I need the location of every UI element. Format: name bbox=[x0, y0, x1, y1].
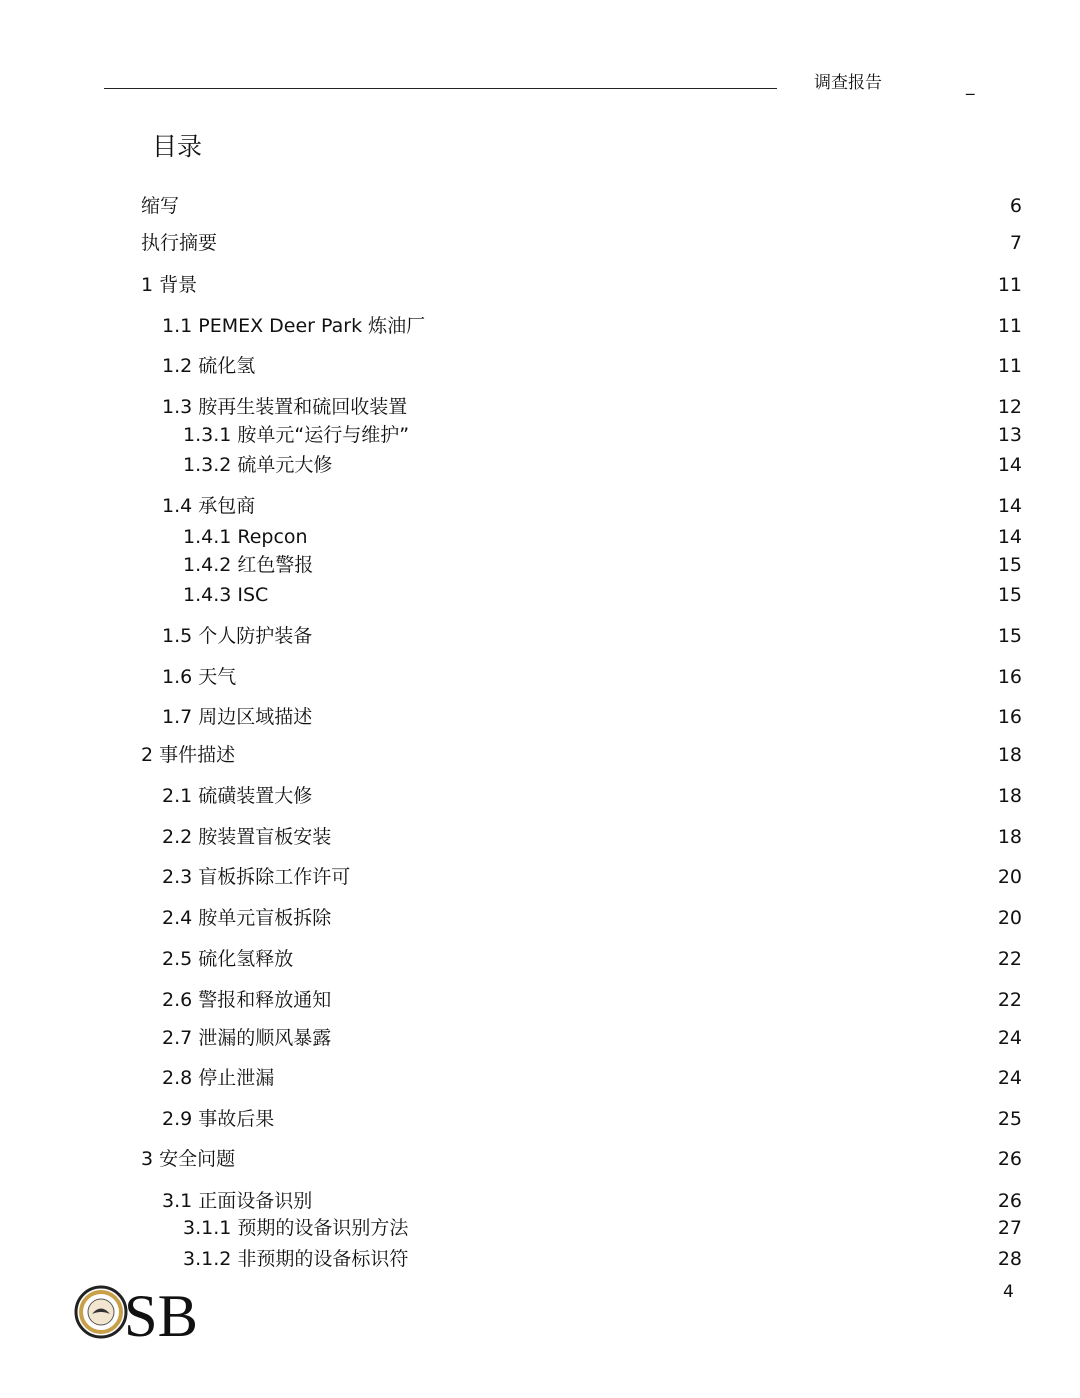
toc-entry-title: 执行摘要 bbox=[141, 232, 218, 254]
toc-entry-title: 缩写 bbox=[141, 195, 180, 217]
toc-entry-title: 1.3.1 胺单元“运行与维护” bbox=[183, 424, 410, 446]
toc-entry[interactable] bbox=[0, 823, 1080, 851]
toc-entry[interactable] bbox=[0, 271, 1080, 299]
toc-entry-page: 6 bbox=[1009, 195, 1022, 217]
toc-entry-title: 1.1 PEMEX Deer Park 炼油厂 bbox=[162, 315, 426, 337]
toc-entry-title: 3 安全问题 bbox=[141, 1148, 236, 1170]
toc-entry-page: 28 bbox=[997, 1248, 1022, 1270]
toc-entry-title: 3.1.2 非预期的设备标识符 bbox=[183, 1248, 409, 1270]
toc-entry[interactable] bbox=[0, 523, 1080, 551]
toc-entry[interactable] bbox=[0, 1245, 1080, 1273]
toc-entry-page: 16 bbox=[997, 666, 1022, 688]
toc-entry[interactable] bbox=[0, 229, 1080, 257]
toc-entry-page: 27 bbox=[997, 1217, 1022, 1239]
toc-entry[interactable] bbox=[0, 393, 1080, 421]
toc-entry-page: 7 bbox=[1009, 232, 1022, 254]
toc-entry-title: 2.3 盲板拆除工作许可 bbox=[162, 866, 351, 888]
toc-entry[interactable] bbox=[0, 352, 1080, 380]
toc-entry-page: 11 bbox=[997, 315, 1022, 337]
toc-entry-title: 2.7 泄漏的顺风暴露 bbox=[162, 1027, 332, 1049]
toc-entry-page: 24 bbox=[997, 1067, 1022, 1089]
toc-entry[interactable] bbox=[0, 741, 1080, 769]
toc-entry[interactable] bbox=[0, 663, 1080, 691]
toc-entry-page: 22 bbox=[997, 989, 1022, 1011]
toc-entry-page: 26 bbox=[997, 1190, 1022, 1212]
toc-entry-page: 24 bbox=[997, 1027, 1022, 1049]
toc-entry-title: 2.4 胺单元盲板拆除 bbox=[162, 907, 332, 929]
toc-entry-title: 3.1.1 预期的设备识别方法 bbox=[183, 1217, 409, 1239]
toc-entry[interactable] bbox=[0, 192, 1080, 220]
toc-entry-page: 14 bbox=[997, 526, 1022, 548]
toc-entry[interactable] bbox=[0, 1105, 1080, 1133]
header-label: 调查报告 bbox=[814, 73, 882, 93]
toc-entry-title: 1.4.2 红色警报 bbox=[183, 554, 314, 576]
toc-entry-page: 11 bbox=[997, 274, 1022, 296]
toc-entry[interactable] bbox=[0, 451, 1080, 479]
toc-entry-title: 2.2 胺装置盲板安装 bbox=[162, 826, 332, 848]
toc-entry-title: 1 背景 bbox=[141, 274, 198, 296]
toc-entry-title: 3.1 正面设备识别 bbox=[162, 1190, 313, 1212]
toc-entry-title: 2.1 硫磺装置大修 bbox=[162, 785, 313, 807]
toc-entry-page: 20 bbox=[997, 907, 1022, 929]
toc-entry-page: 14 bbox=[997, 495, 1022, 517]
toc-entry-title: 2.9 事故后果 bbox=[162, 1108, 275, 1130]
csb-logo bbox=[74, 1283, 199, 1341]
toc-entry-title: 1.3 胺再生装置和硫回收装置 bbox=[162, 396, 408, 418]
toc-entry-page: 15 bbox=[997, 554, 1022, 576]
toc-entry[interactable] bbox=[0, 1187, 1080, 1215]
toc-entry[interactable] bbox=[0, 581, 1080, 609]
toc-entry-title: 2.5 硫化氢释放 bbox=[162, 948, 294, 970]
page-number: 4 bbox=[1003, 1282, 1014, 1302]
toc-entry[interactable] bbox=[0, 421, 1080, 449]
toc-entry-title: 1.2 硫化氢 bbox=[162, 355, 256, 377]
toc-entry[interactable] bbox=[0, 782, 1080, 810]
header-dash: _ bbox=[966, 76, 975, 96]
toc-entry-title: 1.4.3 ISC bbox=[183, 584, 269, 606]
toc-entry-title: 1.4.1 Repcon bbox=[183, 526, 308, 548]
toc-entry-title: 1.7 周边区域描述 bbox=[162, 706, 313, 728]
toc-entry-page: 26 bbox=[997, 1148, 1022, 1170]
toc-entry[interactable] bbox=[0, 703, 1080, 731]
toc-entry-page: 12 bbox=[997, 396, 1022, 418]
toc-entry-page: 22 bbox=[997, 948, 1022, 970]
toc-entry[interactable] bbox=[0, 312, 1080, 340]
toc-entry[interactable] bbox=[0, 1214, 1080, 1242]
toc-entry-title: 2 事件描述 bbox=[141, 744, 236, 766]
toc-entry-title: 1.5 个人防护装备 bbox=[162, 625, 313, 647]
toc-entry-title: 1.6 天气 bbox=[162, 666, 237, 688]
toc-entry-page: 15 bbox=[997, 584, 1022, 606]
toc-entry-page: 13 bbox=[997, 424, 1022, 446]
toc-entry[interactable] bbox=[0, 945, 1080, 973]
toc-entry-page: 11 bbox=[997, 355, 1022, 377]
toc-entry[interactable] bbox=[0, 904, 1080, 932]
toc-entry[interactable] bbox=[0, 986, 1080, 1014]
toc-heading: 目录 bbox=[152, 132, 203, 161]
toc-entry-page: 14 bbox=[997, 454, 1022, 476]
toc-entry[interactable] bbox=[0, 622, 1080, 650]
toc-entry-title: 2.6 警报和释放通知 bbox=[162, 989, 332, 1011]
toc-entry-page: 15 bbox=[997, 625, 1022, 647]
toc-entry-page: 16 bbox=[997, 706, 1022, 728]
logo-sb-letters: SB bbox=[124, 1283, 198, 1341]
toc-entry-page: 18 bbox=[997, 744, 1022, 766]
toc-entry[interactable] bbox=[0, 1145, 1080, 1173]
toc-entry-page: 18 bbox=[997, 826, 1022, 848]
toc-entry[interactable] bbox=[0, 1064, 1080, 1092]
toc-entry[interactable] bbox=[0, 492, 1080, 520]
toc-entry-page: 18 bbox=[997, 785, 1022, 807]
toc-entry[interactable] bbox=[0, 863, 1080, 891]
toc-entry[interactable] bbox=[0, 551, 1080, 579]
toc-entry-title: 1.4 承包商 bbox=[162, 495, 256, 517]
toc-entry-page: 20 bbox=[997, 866, 1022, 888]
toc-entry-title: 1.3.2 硫单元大修 bbox=[183, 454, 333, 476]
toc-entry[interactable] bbox=[0, 1024, 1080, 1052]
toc-entry-page: 25 bbox=[997, 1108, 1022, 1130]
toc-entry-title: 2.8 停止泄漏 bbox=[162, 1067, 275, 1089]
